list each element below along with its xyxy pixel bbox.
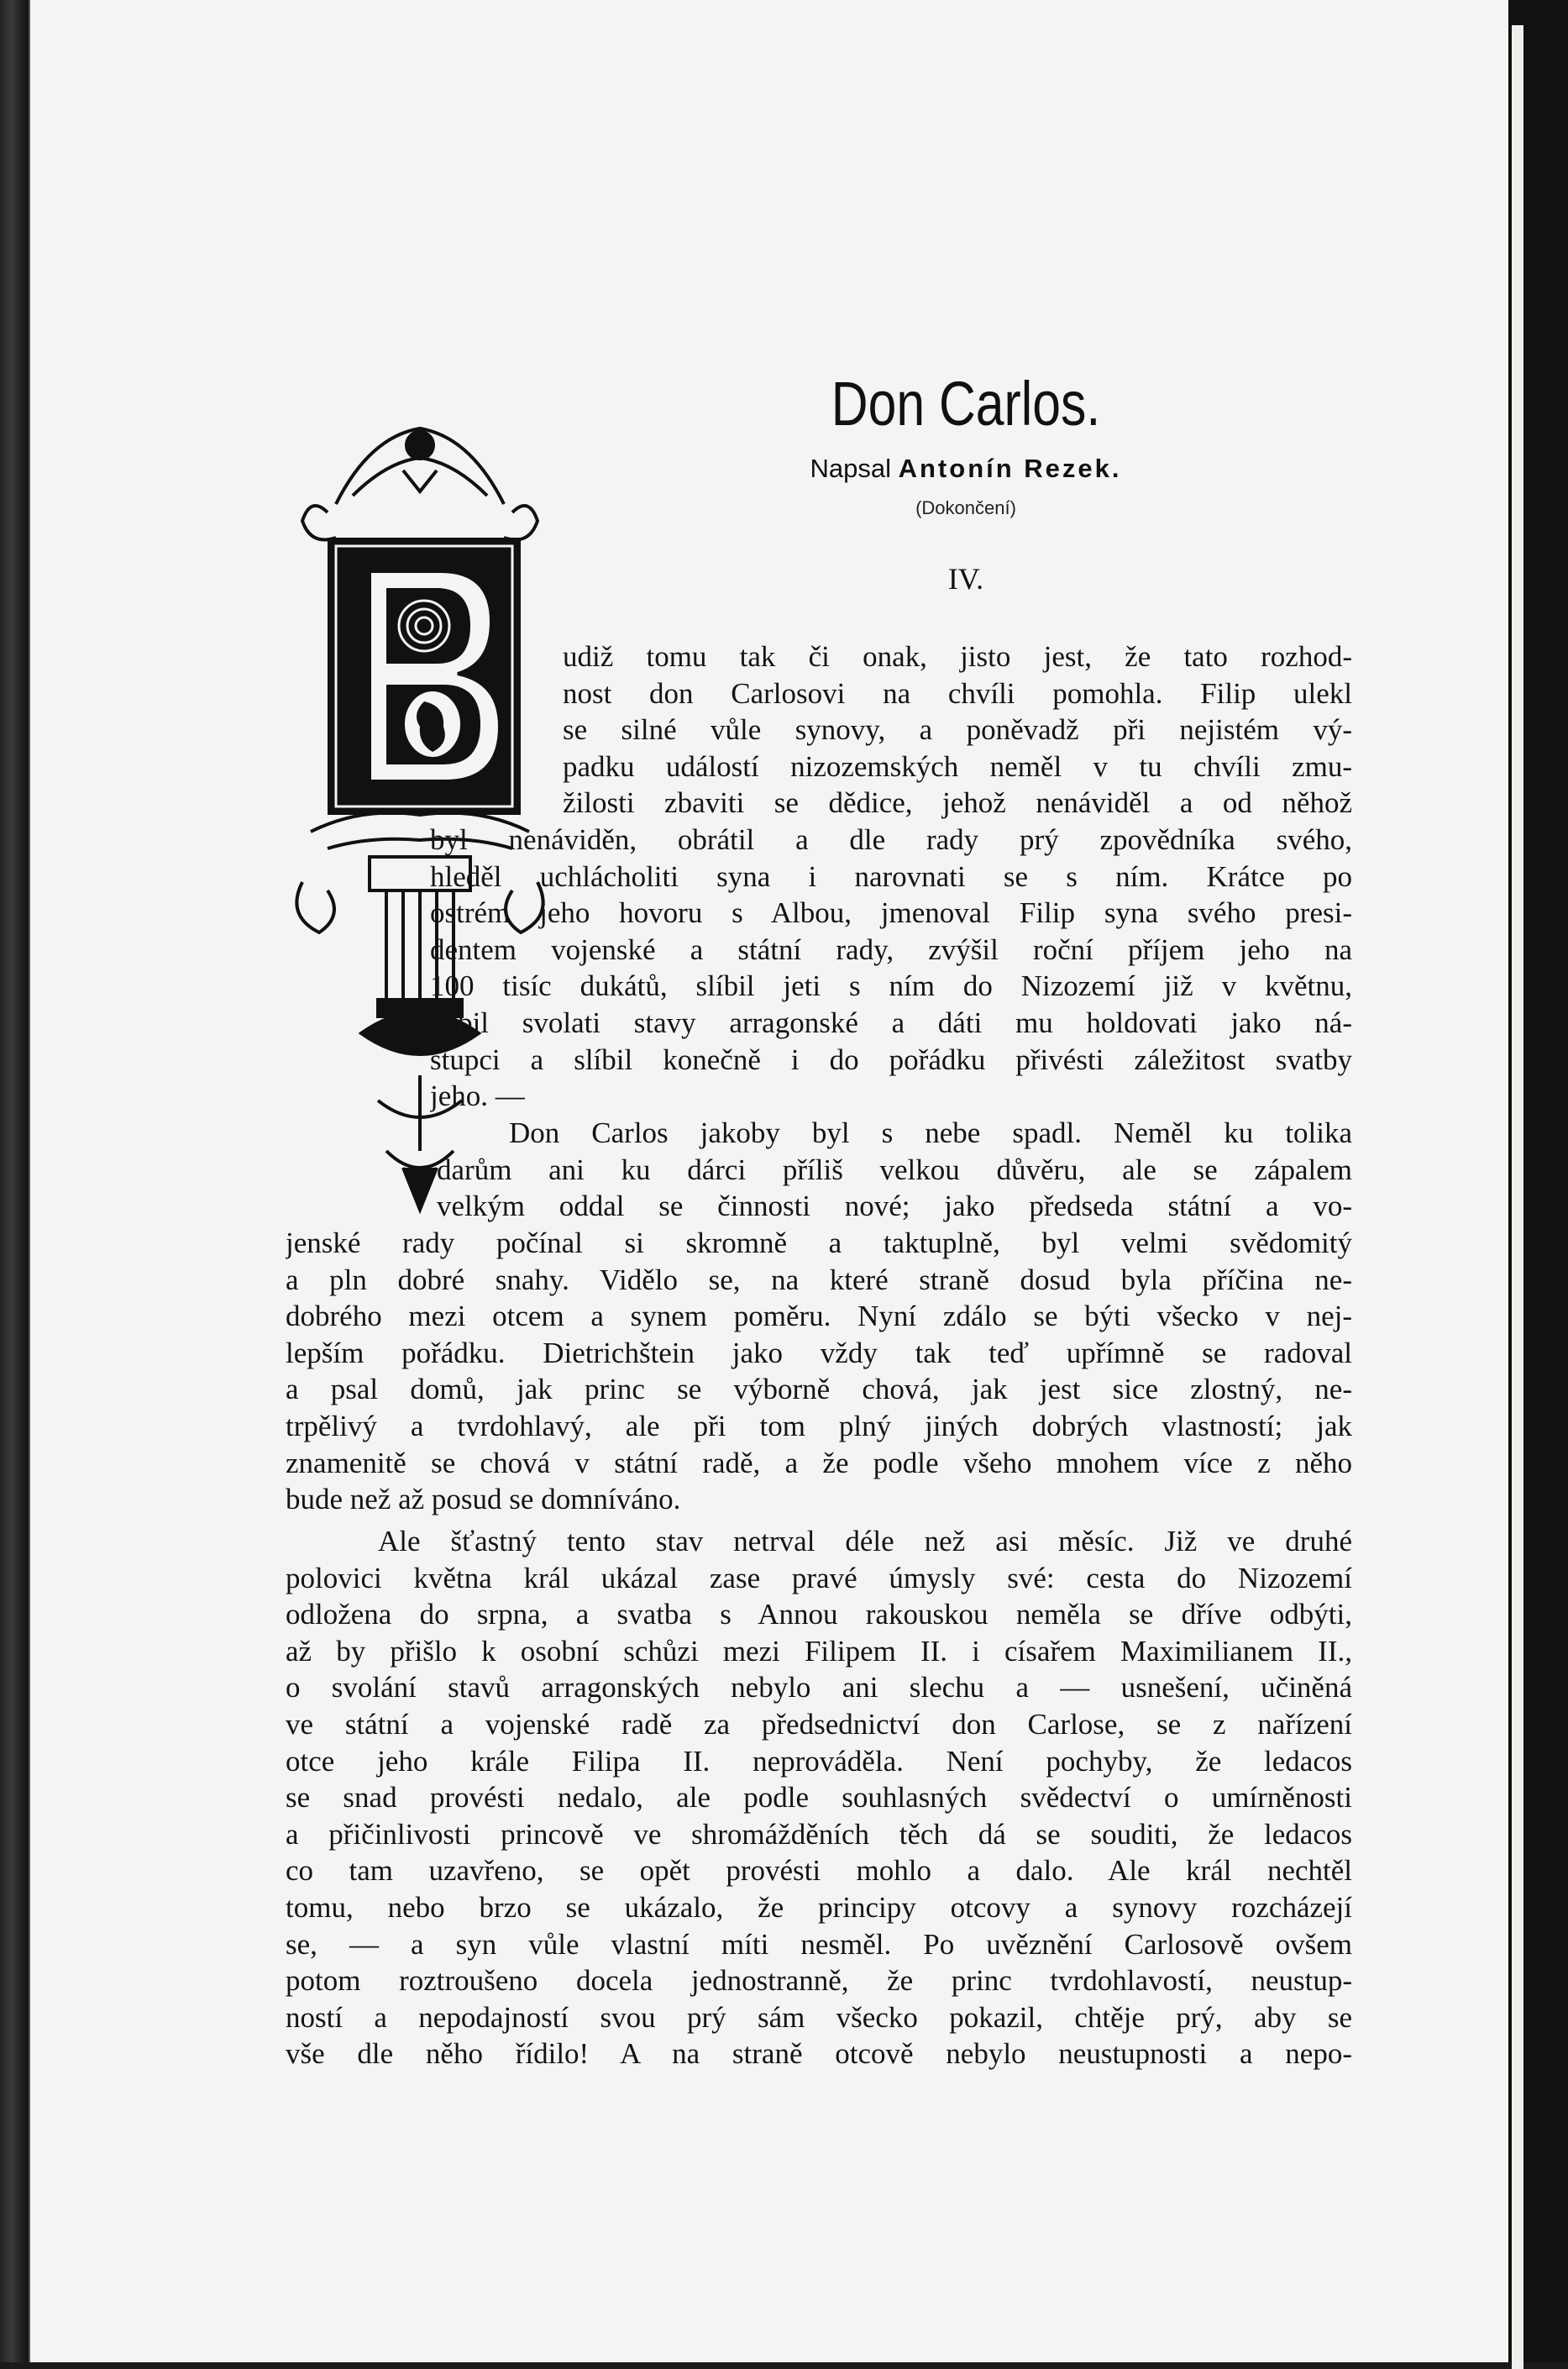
text-line: darům ani ku dárci příliš velkou důvěru, ale se zápalem <box>437 1153 1352 1186</box>
book-spine <box>0 0 29 2362</box>
paragraph-1-head <box>563 638 1352 822</box>
text-line: polovici května král ukázal zase pravé úmysly své: cesta do Nizozemí <box>286 1561 1352 1594</box>
text-line: ve státní a vojenské radě za předsednictví don Carlose, se z nařízení <box>286 1707 1352 1741</box>
text-line: Don Carlos jakoby byl s nebe spadl. Neměl ku tolika <box>509 1116 1352 1149</box>
byline <box>714 454 1218 484</box>
chapter-number: IV. <box>947 562 984 596</box>
continuation-note: (Dokončení) <box>915 497 1016 518</box>
text-line: až by přišlo k osobní schůzi mezi Filipem II. i císařem Maximilianem II., <box>286 1634 1352 1668</box>
text-line: jeho. — <box>430 1079 525 1113</box>
paragraph-2-head <box>437 1115 1352 1225</box>
text-line: 100 tisíc dukátů, slíbil jeti s ním do Nizozemí již v květnu, <box>430 969 1352 1003</box>
next-page-sliver <box>1512 25 1523 2369</box>
text-line: a přičinlivosti princově ve shromážděních těch dá se souditi, že ledacos <box>286 1817 1352 1851</box>
article-title: Don Carlos. <box>831 369 1101 439</box>
text-line: slíbil svolati stavy arragonské a dáti mu holdovati jako ná- <box>430 1006 1352 1039</box>
text-line: dentem vojenské a státní rady, zvýšil roční příjem jeho na <box>430 932 1352 966</box>
page-edge <box>1507 0 1568 2362</box>
text-line: velkým oddal se činnosti nové; jako předseda státní a vo- <box>437 1190 1352 1223</box>
paragraph-1-body <box>430 822 1352 1115</box>
byline-prefix: Napsal <box>810 454 891 483</box>
text-line: se, — a syn vůle vlastní míti nesměl. Po uvěznění Carlosově ovšem <box>286 1927 1352 1961</box>
text-line: tomu, nebo brzo se ukázalo, že principy otcovy a synovy rozcházejí <box>286 1890 1352 1924</box>
text-line: udiž tomu tak či onak, jisto jest, že tato rozhod- <box>563 640 1352 673</box>
text-line: bude než až posud se domníváno. <box>286 1483 681 1516</box>
text-line: ostrém jeho hovoru s Albou, jmenoval Filip syna svého presi- <box>430 896 1352 930</box>
text-line: co tam uzavřeno, se opět provésti mohlo a dalo. Ale král nechtěl <box>286 1854 1352 1888</box>
text-line: stupci a slíbil konečně i do pořádku přivésti záležitost svatby <box>430 1043 1352 1076</box>
text-line: ností a nepodajností svou prý sám všecko pokazil, chtěje prý, aby se <box>286 2000 1352 2034</box>
text-line: padku událostí nizozemských neměl v tu chvíli zmu- <box>563 749 1352 783</box>
text-line: Ale šťastný tento stav netrval déle než asi měsíc. Již ve druhé <box>378 1525 1352 1557</box>
byline-author: Antonín Rezek. <box>898 454 1122 483</box>
title-block <box>756 368 1176 444</box>
text-line: se snad provésti nedalo, ale podle souhlasných svědectví o umírněnosti <box>286 1781 1352 1815</box>
text-line: a pln dobré snahy. Vidělo se, na které straně dosud byla příčina ne- <box>286 1263 1352 1296</box>
text-line: jenské rady počínal si skromně a taktuplně, byl velmi svědomitý <box>286 1227 1352 1259</box>
text-line: potom roztroušeno docela jednostranně, že princ tvrdohlavostí, neustup- <box>286 1964 1352 1998</box>
text-line: se silné vůle synovy, a poněvadž při nejistém vý- <box>563 713 1352 747</box>
text-line: vše dle něho řídilo! A na straně otcově nebylo neustupnosti a nepo- <box>286 2037 1352 2071</box>
text-line: byl nenáviděn, obrátil a dle rady prý zpovědníka svého, <box>430 823 1352 856</box>
text-line: hleděl uchlácholiti syna i narovnati se s ním. Krátce po <box>430 859 1352 893</box>
text-line: trpělivý a tvrdohlavý, ale při tom plný jiných dobrých vlastností; jak <box>286 1409 1352 1442</box>
text-line: žilosti zbaviti se dědice, jehož nenáviděl a od něhož <box>563 786 1352 820</box>
text-line: dobrého mezi otcem a synem poměru. Nyní zdálo se býti všecko v nej- <box>286 1300 1352 1333</box>
paragraph-2-body <box>286 1225 1352 1518</box>
text-line: odložena do srpna, a svatba s Annou rakouskou neměla se dříve odbýti, <box>286 1598 1352 1631</box>
text-line: nost don Carlosovi na chvíli pomohla. Filip ulekl <box>563 676 1352 710</box>
text-line: lepším pořádku. Dietrichštein jako vždy tak teď upřímně se radoval <box>286 1336 1352 1369</box>
text-line: o svolání stavů arragonských nebylo ani slechu a — usnešení, učiněná <box>286 1671 1352 1705</box>
text-line: a psal domů, jak princ se výborně chová, jak jest sice zlostný, ne- <box>286 1373 1352 1406</box>
paragraph-3 <box>286 1523 1352 2072</box>
text-line: otce jeho krále Filipa II. neprováděla. Není pochyby, že ledacos <box>286 1744 1352 1778</box>
text-line: znamenitě se chová v státní radě, a že podle všeho mnohem více z něho <box>286 1446 1352 1479</box>
